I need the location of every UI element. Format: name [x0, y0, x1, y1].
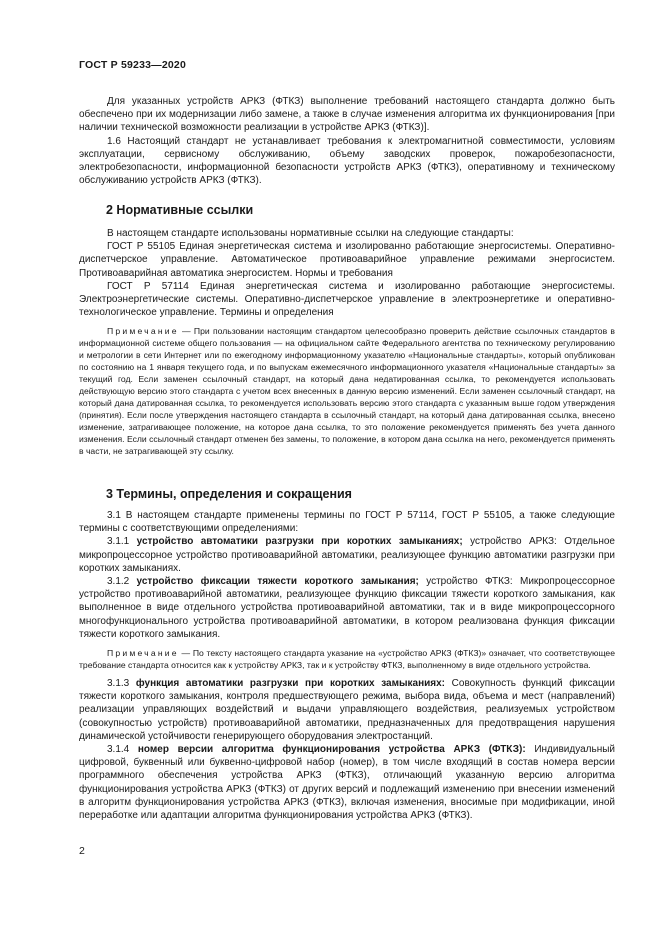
- section-2-heading: 2 Нормативные ссылки: [106, 203, 254, 217]
- document-header: ГОСТ Р 59233—2020: [79, 59, 187, 71]
- reference-gost-55105: ГОСТ Р 55105 Единая энергетическая система и изолированно работающие энергосистемы. Оперативно-диспетчерское управление. Автоматическое противоаварийное управление режимами энергосистем. Противоаварийная автоматика энергосистем. Нормы и требования: [79, 241, 615, 279]
- term-3-1-3: [79, 677, 615, 743]
- paragraph-arkz-modernization: Для указанных устройств АРКЗ (ФТКЗ) выполнение требований настоящего стандарта должно быть обеспечено при их модернизации либо замене, а также в случае изменения алгоритма их функционирования [при наличии технической возможности реализации в устройстве АРКЗ (ФТКЗ)].: [79, 96, 615, 134]
- paragraph-1-6: 1.6 Настоящий стандарт не устанавливает требования к электромагнитной совместимости, условиям эксплуатации, сервисному обслуживанию, объему заводских проверок, пожаробезопасности, электробезопасности, информационной безопасности устройств АРКЗ (ФТКЗ), оперативному и техническому обслуживанию устройств АРКЗ (ФТКЗ).: [79, 135, 615, 187]
- term-definition: устройство ФТКЗ: Микропроцессорное устройство противоаварийной автоматики, реализующее функцию фиксации тяжести короткого замыкания, как выполненное в виде отдельного устройства противоаварийной автоматики, так и в виде микропроцессорного многофункционального устройства противоаварийной автоматики, в котором реализована функция фиксации тяжести короткого замыкания.: [79, 576, 615, 640]
- term-definition: Индивидуальный цифровой, буквенный или буквенно-цифровой набор (номер), в том числе входящий в состав номера версии программного обеспечения устройства АРКЗ (ФТКЗ), отличающий указанную версию алгоритма функционирования устройства АРКЗ (ФТКЗ) от других версий и подлежащий изменению при внесении изменений в алгоритм функционирования устройства АРКЗ (ФТКЗ), включая изменения, вносимые при модификации, иной переработке или адаптации алгоритма функционирования устройства АРКЗ (ФТКЗ).: [79, 744, 615, 822]
- note-text: — При пользовании настоящим стандартом целесообразно проверить действие ссылочных стандартов в информационной системе общего пользования — на официальном сайте Федерального агентства по техническому регулированию и метрологии в сети Интернет или по ежегодному информационному указателю «Национальные стандарты», который опубликован по состоянию на 1 января текущего года, и по выпускам ежемесячного информационного указателя «Национальные стандарты» за текущий год. Если заменен ссылочный стандарт, на который дана недатированная ссылка, то рекомендуется использовать действующую версию этого стандарта с учетом всех внесенных в данную версию изменений. Если заменен ссылочный стандарт, на который дана датированная ссылка, то рекомендуется использовать версию этого стандарта с указанным выше годом утверждения (принятия). Если после утверждения настоящего стандарта в ссылочный стандарт, на который дана датированная ссылка, внесено изменение, затрагивающее положение, на которое дана ссылка, то это положение рекомендуется применять без учета данного изменения. Если ссылочный стандарт отменен без замены, то положение, в котором дана ссылка на него, рекомендуется применять в части, не затрагивающей эту ссылку.: [79, 326, 615, 457]
- note-label: Примечание: [107, 326, 179, 337]
- section-3-note: [79, 647, 615, 671]
- page-number: 2: [79, 845, 85, 857]
- section-3-body: [79, 509, 615, 822]
- reference-gost-57114: ГОСТ Р 57114 Единая энергетическая система и изолированно работающие энергосистемы. Электроэнергетические системы. Оперативно-диспетчерское управление в электроэнергетике и оперативно-технологическое управление. Термины и определения: [79, 280, 615, 319]
- note-label: Примечание: [107, 648, 179, 659]
- section-2-intro: В настоящем стандарте использованы нормативные ссылки на следующие стандарты:: [107, 228, 514, 239]
- term-definition: устройство АРКЗ: Отдельное микропроцессорное устройство противоаварийной автоматики, реализующее функцию автоматики разгрузки при коротких замыканиях.: [79, 536, 615, 574]
- term-title: устройство автоматики разгрузки при коротких замыканиях;: [136, 536, 463, 548]
- intro-block: [79, 95, 615, 187]
- term-3-1-2: [79, 575, 615, 641]
- term-3-1-4: [79, 743, 615, 822]
- term-number: 3.1.2: [107, 576, 137, 588]
- term-number: 3.1.4: [107, 744, 138, 756]
- term-title: номер версии алгоритма функционирования устройства АРКЗ (ФТКЗ):: [137, 744, 526, 756]
- paragraph-3-1: 3.1 В настоящем стандарте применены термины по ГОСТ Р 57114, ГОСТ Р 55105, а также следующие термины с соответствующими определениями:: [79, 510, 615, 535]
- term-number: 3.1.1: [107, 536, 137, 548]
- term-3-1-1: [79, 535, 615, 575]
- term-title: устройство фиксации тяжести короткого замыкания;: [136, 576, 419, 588]
- section-2-note: [79, 325, 615, 457]
- section-3-heading: 3 Термины, определения и сокращения: [106, 487, 352, 501]
- section-2-body: [79, 227, 615, 457]
- term-number: 3.1.3: [107, 678, 136, 690]
- note-text: — По тексту настоящего стандарта указание на «устройство АРКЗ (ФТКЗ)» означает, что соответствующее требование стандарта относится как к устройству АРКЗ, так и к устройству ФТКЗ, выполненному в виде отдельного устройства.: [79, 648, 615, 671]
- term-definition: Совокупность функций фиксации тяжести короткого замыкания, контроля предшествующего режима, выбора вида, объема и мест (направлений) реализации управляющих воздействий и выдачи управляющего воздействия, реализуемых устройством (совокупностью устройств) противоаварийной автоматики, предназначенных для предотвращения нарушения динамической устойчивости генерирующего оборудования электростанций.: [79, 678, 615, 742]
- term-title: функция автоматики разгрузки при коротких замыканиях:: [135, 678, 446, 690]
